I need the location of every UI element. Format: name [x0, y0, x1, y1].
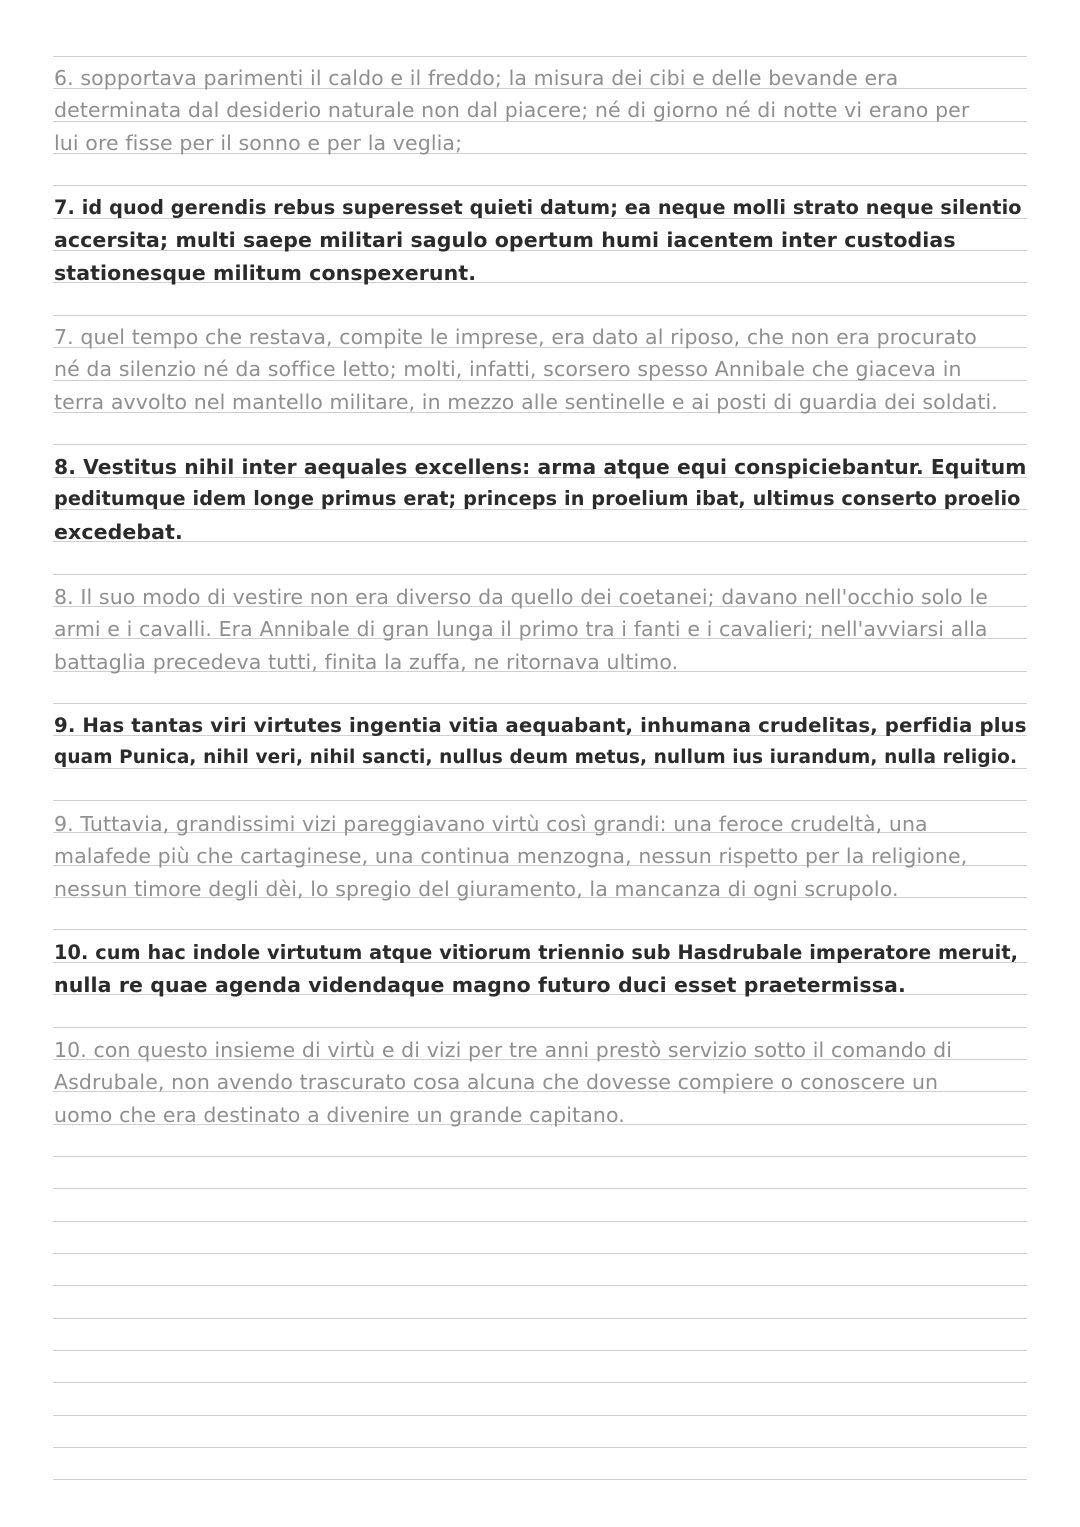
ruled-line — [53, 929, 1027, 930]
text-line: 7. quel tempo che restava, compite le imprese, era dato al riposo, che non era procurato — [54, 325, 977, 349]
ruled-line — [53, 1221, 1027, 1222]
ruled-line — [53, 56, 1027, 57]
translation-paragraph-8 — [54, 581, 1029, 678]
text-line: accersita; multi saepe militari sagulo opertum humi iacentem inter custodias — [54, 228, 956, 253]
latin-paragraph-8 — [54, 451, 1029, 548]
ruled-line — [53, 444, 1027, 445]
ruled-line — [53, 800, 1027, 801]
ruled-line — [53, 315, 1027, 316]
text-line: nessun timore degli dèi, lo spregio del giuramento, la mancanza di ogni scrupolo. — [54, 876, 899, 901]
text-line: 7. id quod gerendis rebus superesset quieti datum; ea neque molli strato neque silentio — [54, 196, 1022, 219]
latin-paragraph-9 — [54, 710, 1029, 775]
text-line: uomo che era destinato a divenire un grande capitano. — [54, 1102, 625, 1127]
text-line: nulla re quae agenda videndaque magno futuro duci esset praetermissa. — [54, 973, 906, 998]
text-line: 10. con questo insieme di virtù e di vizi per tre anni prestò servizio sotto il comando di — [54, 1038, 953, 1062]
ruled-line — [53, 703, 1027, 704]
text-line: né da silenzio né da soffice letto; molti, infatti, scorsero spesso Annibale che giaceva in — [54, 357, 962, 382]
translation-paragraph-7 — [54, 321, 1029, 418]
text-line: 9. Tuttavia, grandissimi vizi pareggiavano virtù così grandi: una feroce crudeltà, una — [54, 812, 928, 836]
ruled-line — [53, 574, 1027, 575]
text-line: stationesque militum conspexerunt. — [54, 260, 477, 285]
latin-paragraph-10 — [54, 937, 1029, 1002]
text-line: 8. Il suo modo di vestire non era diverso da quello dei coetanei; davano nell'occhio solo le — [54, 585, 988, 609]
translation-paragraph-9 — [54, 808, 1029, 905]
text-line: battaglia precedeva tutti, finita la zuffa, ne ritornava ultimo. — [54, 649, 679, 674]
ruled-line — [53, 1027, 1027, 1028]
ruled-line — [53, 1447, 1027, 1448]
ruled-line — [53, 1382, 1027, 1383]
text-line: malafede più che cartaginese, una continua menzogna, nessun rispetto per la religione, — [54, 844, 968, 869]
ruled-line — [53, 185, 1027, 186]
text-line: 6. sopportava parimenti il caldo e il freddo; la misura dei cibi e delle bevande era — [54, 66, 899, 90]
ruled-line — [53, 1318, 1027, 1319]
ruled-line — [53, 1188, 1027, 1189]
text-line: excedebat. — [54, 519, 183, 544]
translation-paragraph-10 — [54, 1034, 1029, 1131]
ruled-line — [53, 1156, 1027, 1157]
ruled-line — [53, 1253, 1027, 1254]
text-line: quam Punica, nihil veri, nihil sancti, nullus deum metus, nullum ius iurandum, nulla religio. — [54, 747, 1018, 769]
translation-paragraph-6 — [54, 62, 1029, 159]
ruled-line — [53, 1479, 1027, 1480]
text-line: lui ore fisse per il sonno e per la veglia; — [54, 130, 463, 155]
ruled-line — [53, 1415, 1027, 1416]
text-line: determinata dal desiderio naturale non dal piacere; né di giorno né di notte vi erano per — [54, 98, 970, 123]
text-line: peditumque idem longe primus erat; princeps in proelium ibat, ultimus conserto proelio — [54, 487, 1021, 511]
text-line: 8. Vestitus nihil inter aequales excellens: arma atque equi conspiciebantur. Equitum — [54, 455, 1027, 479]
text-line: armi e i cavalli. Era Annibale di gran lunga il primo tra i fanti e i cavalieri; nell'avviarsi alla — [54, 617, 988, 642]
latin-paragraph-7 — [54, 192, 1029, 289]
text-line: terra avvolto nel mantello militare, in mezzo alle sentinelle e ai posti di guardia dei soldati. — [54, 389, 998, 414]
ruled-line — [53, 1350, 1027, 1351]
text-line: 9. Has tantas viri virtutes ingentia vitia aequabant, inhumana crudelitas, perfidia plus — [54, 714, 1027, 737]
ruled-line — [53, 1285, 1027, 1286]
text-line: Asdrubale, non avendo trascurato cosa alcuna che dovesse compiere o conoscere un — [54, 1070, 939, 1095]
text-line: 10. cum hac indole virtutum atque vitiorum triennio sub Hasdrubale imperatore meruit, — [54, 941, 1019, 964]
